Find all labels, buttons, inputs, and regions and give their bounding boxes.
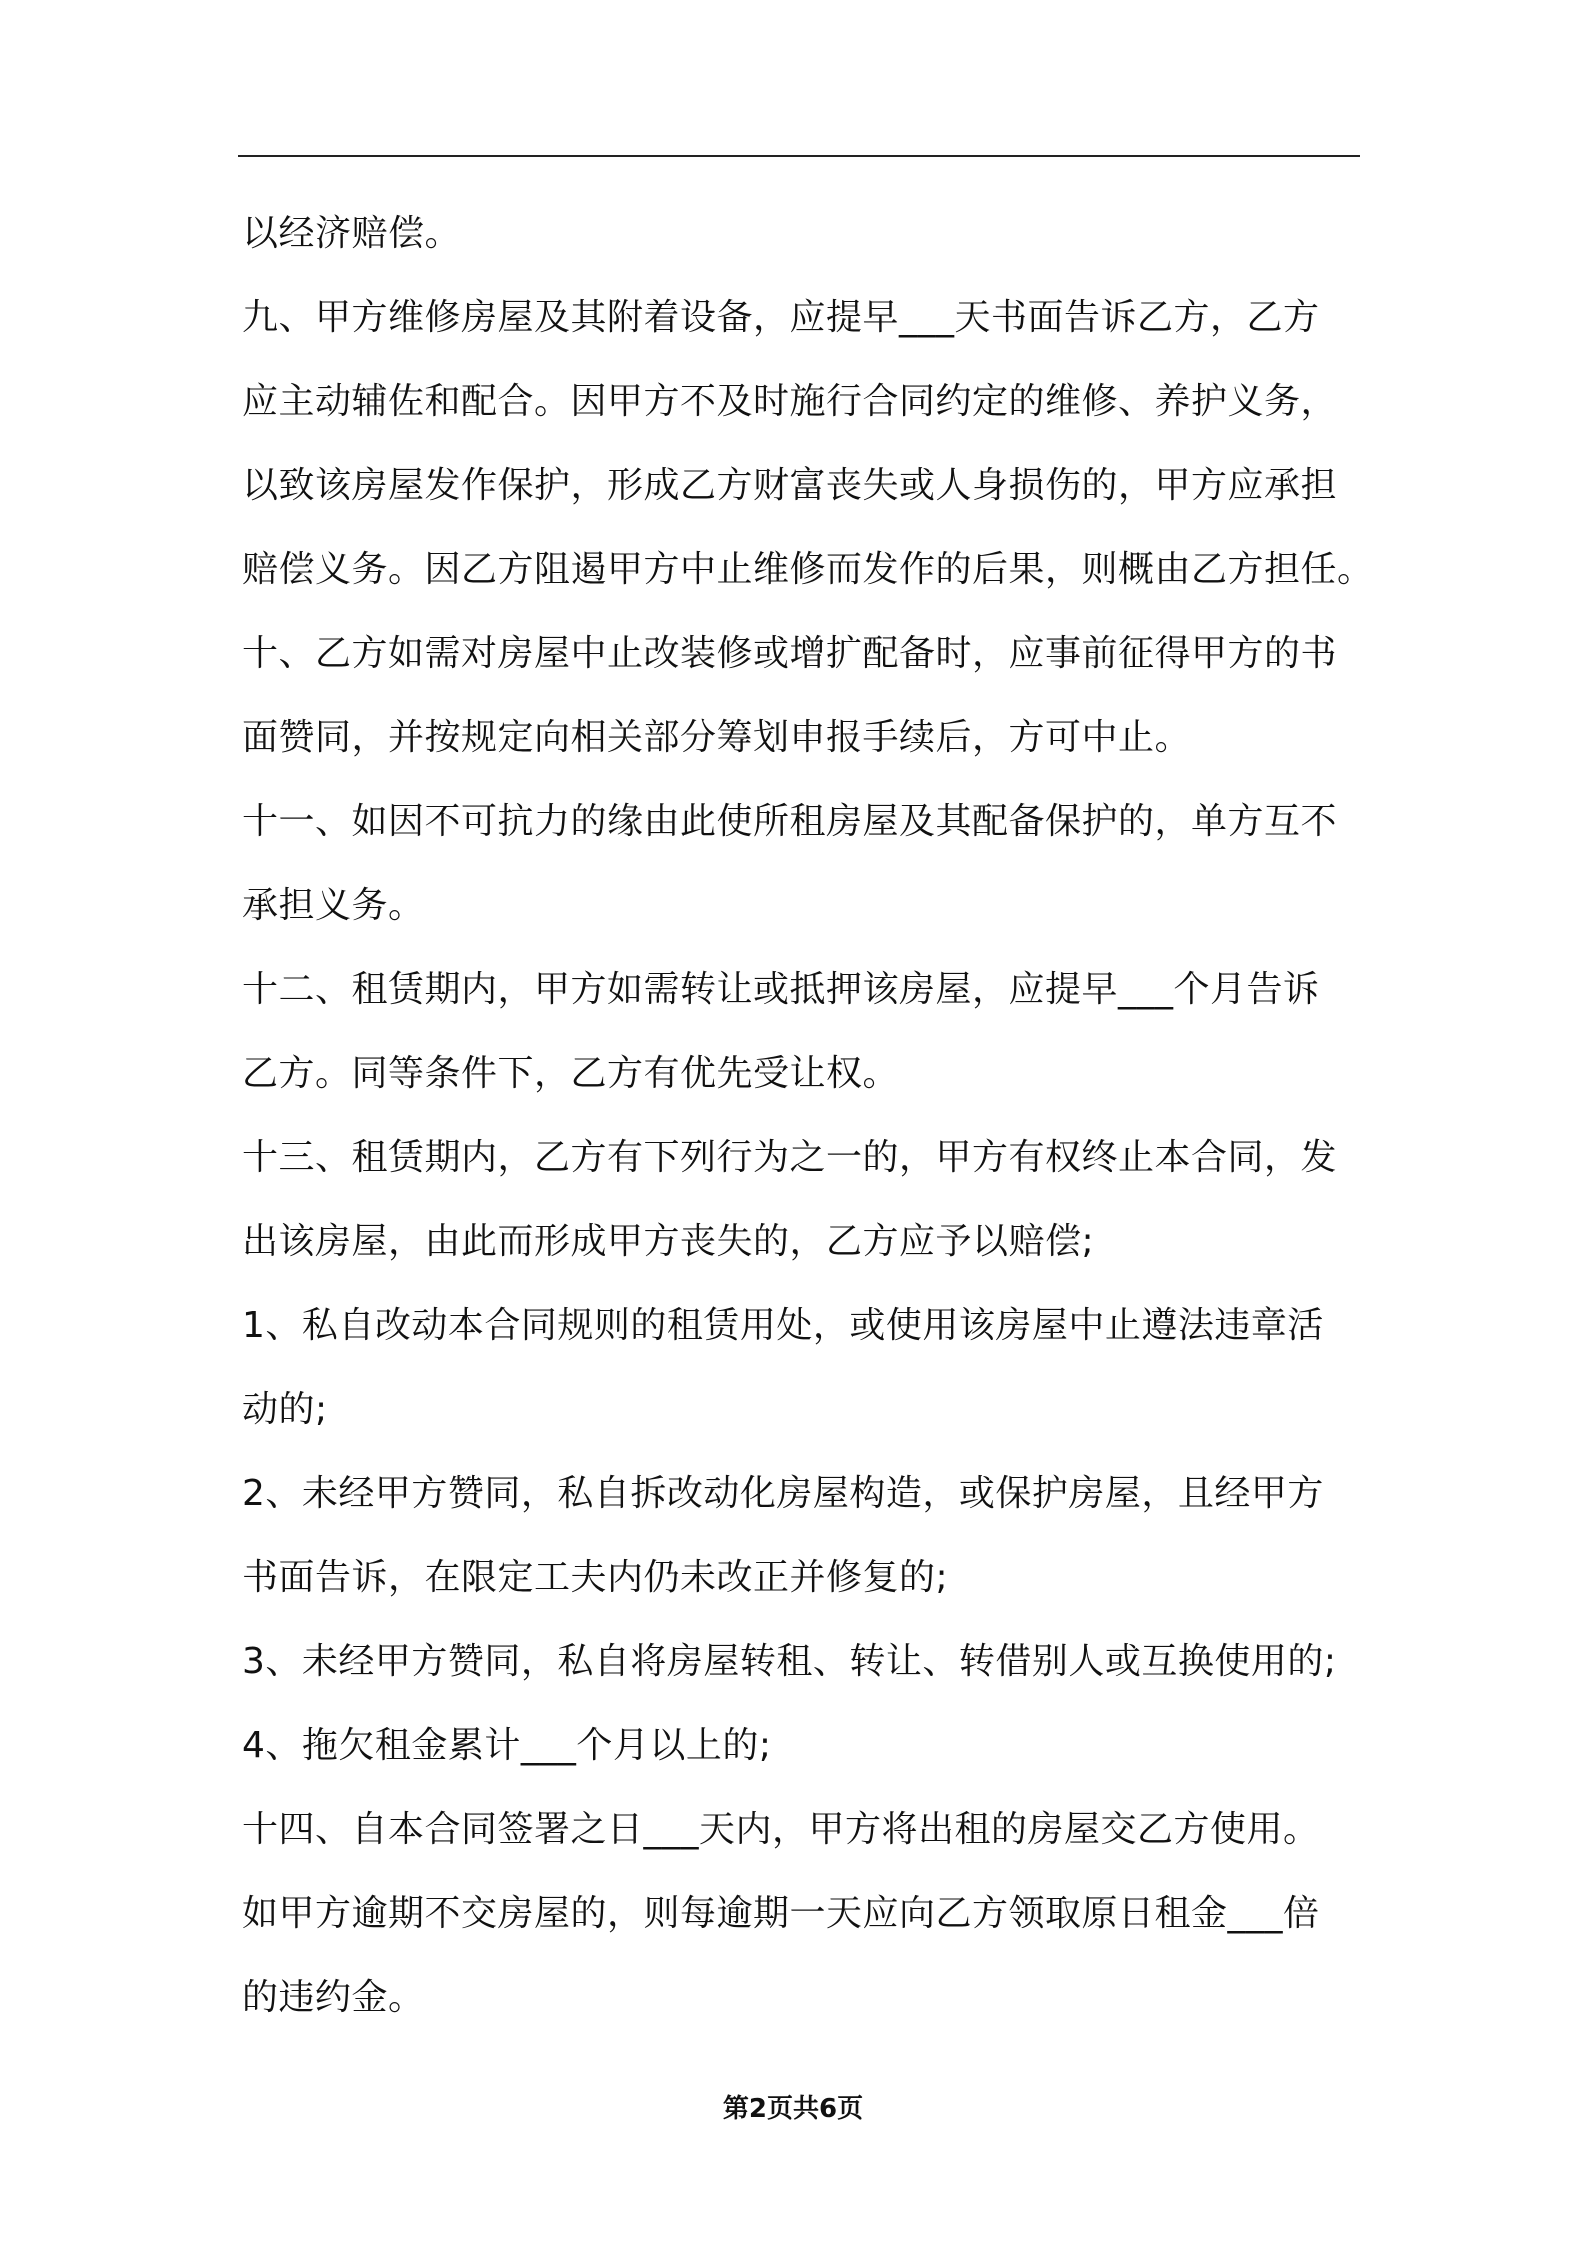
text-line: 面赞同，并按规定向相关部分筹划申报手续后，方可中止。 [242,717,1192,758]
text-line: 十二、租赁期内，甲方如需转让或抵押该房屋，应提早___个月告诉 [242,969,1320,1010]
text-line: 动的; [242,1389,328,1430]
text-line: 赔偿义务。因乙方阻遏甲方中止维修而发作的后果，则概由乙方担任。 [242,549,1374,590]
page-number: 第2页共6页 [722,2094,864,2124]
text-line: 如甲方逾期不交房屋的，则每逾期一天应向乙方领取原日租金___倍 [242,1893,1320,1934]
text-line: 以经济赔偿。 [242,213,462,254]
text-line: 出该房屋，由此而形成甲方丧失的，乙方应予以赔偿; [242,1221,1095,1262]
text-line: 十一、如因不可抗力的缘由此使所租房屋及其配备保护的，单方互不 [242,801,1338,842]
text-line: 2、未经甲方赞同，私自拆改动化房屋构造，或保护房屋，且经甲方 [242,1473,1324,1514]
contract-body [242,192,1374,2040]
text-line: 十四、自本合同签署之日___天内，甲方将出租的房屋交乙方使用。 [242,1809,1320,1850]
text-line: 十三、租赁期内，乙方有下列行为之一的，甲方有权终止本合同，发 [242,1137,1338,1178]
text-line: 的违约金。 [242,1977,425,2018]
text-line: 以致该房屋发作保护，形成乙方财富丧失或人身损伤的，甲方应承担 [242,465,1338,506]
text-line: 书面告诉，在限定工夫内仍未改正并修复的; [242,1557,949,1598]
text-line: 十、乙方如需对房屋中止改装修或增扩配备时，应事前征得甲方的书 [242,633,1338,674]
text-line: 4、拖欠租金累计___个月以上的; [242,1725,772,1766]
text-line: 承担义务。 [242,885,425,926]
text-line: 3、未经甲方赞同，私自将房屋转租、转让、转借别人或互换使用的; [242,1641,1337,1682]
text-line: 九、甲方维修房屋及其附着设备，应提早___天书面告诉乙方，乙方 [242,297,1320,338]
text-line: 乙方。同等条件下，乙方有优先受让权。 [242,1053,900,1094]
text-line: 1、私自改动本合同规则的租赁用处，或使用该房屋中止遵法违章活 [242,1305,1324,1346]
header-rule [238,155,1360,157]
text-line: 应主动辅佐和配合。因甲方不及时施行合同约定的维修、养护义务， [242,381,1338,422]
